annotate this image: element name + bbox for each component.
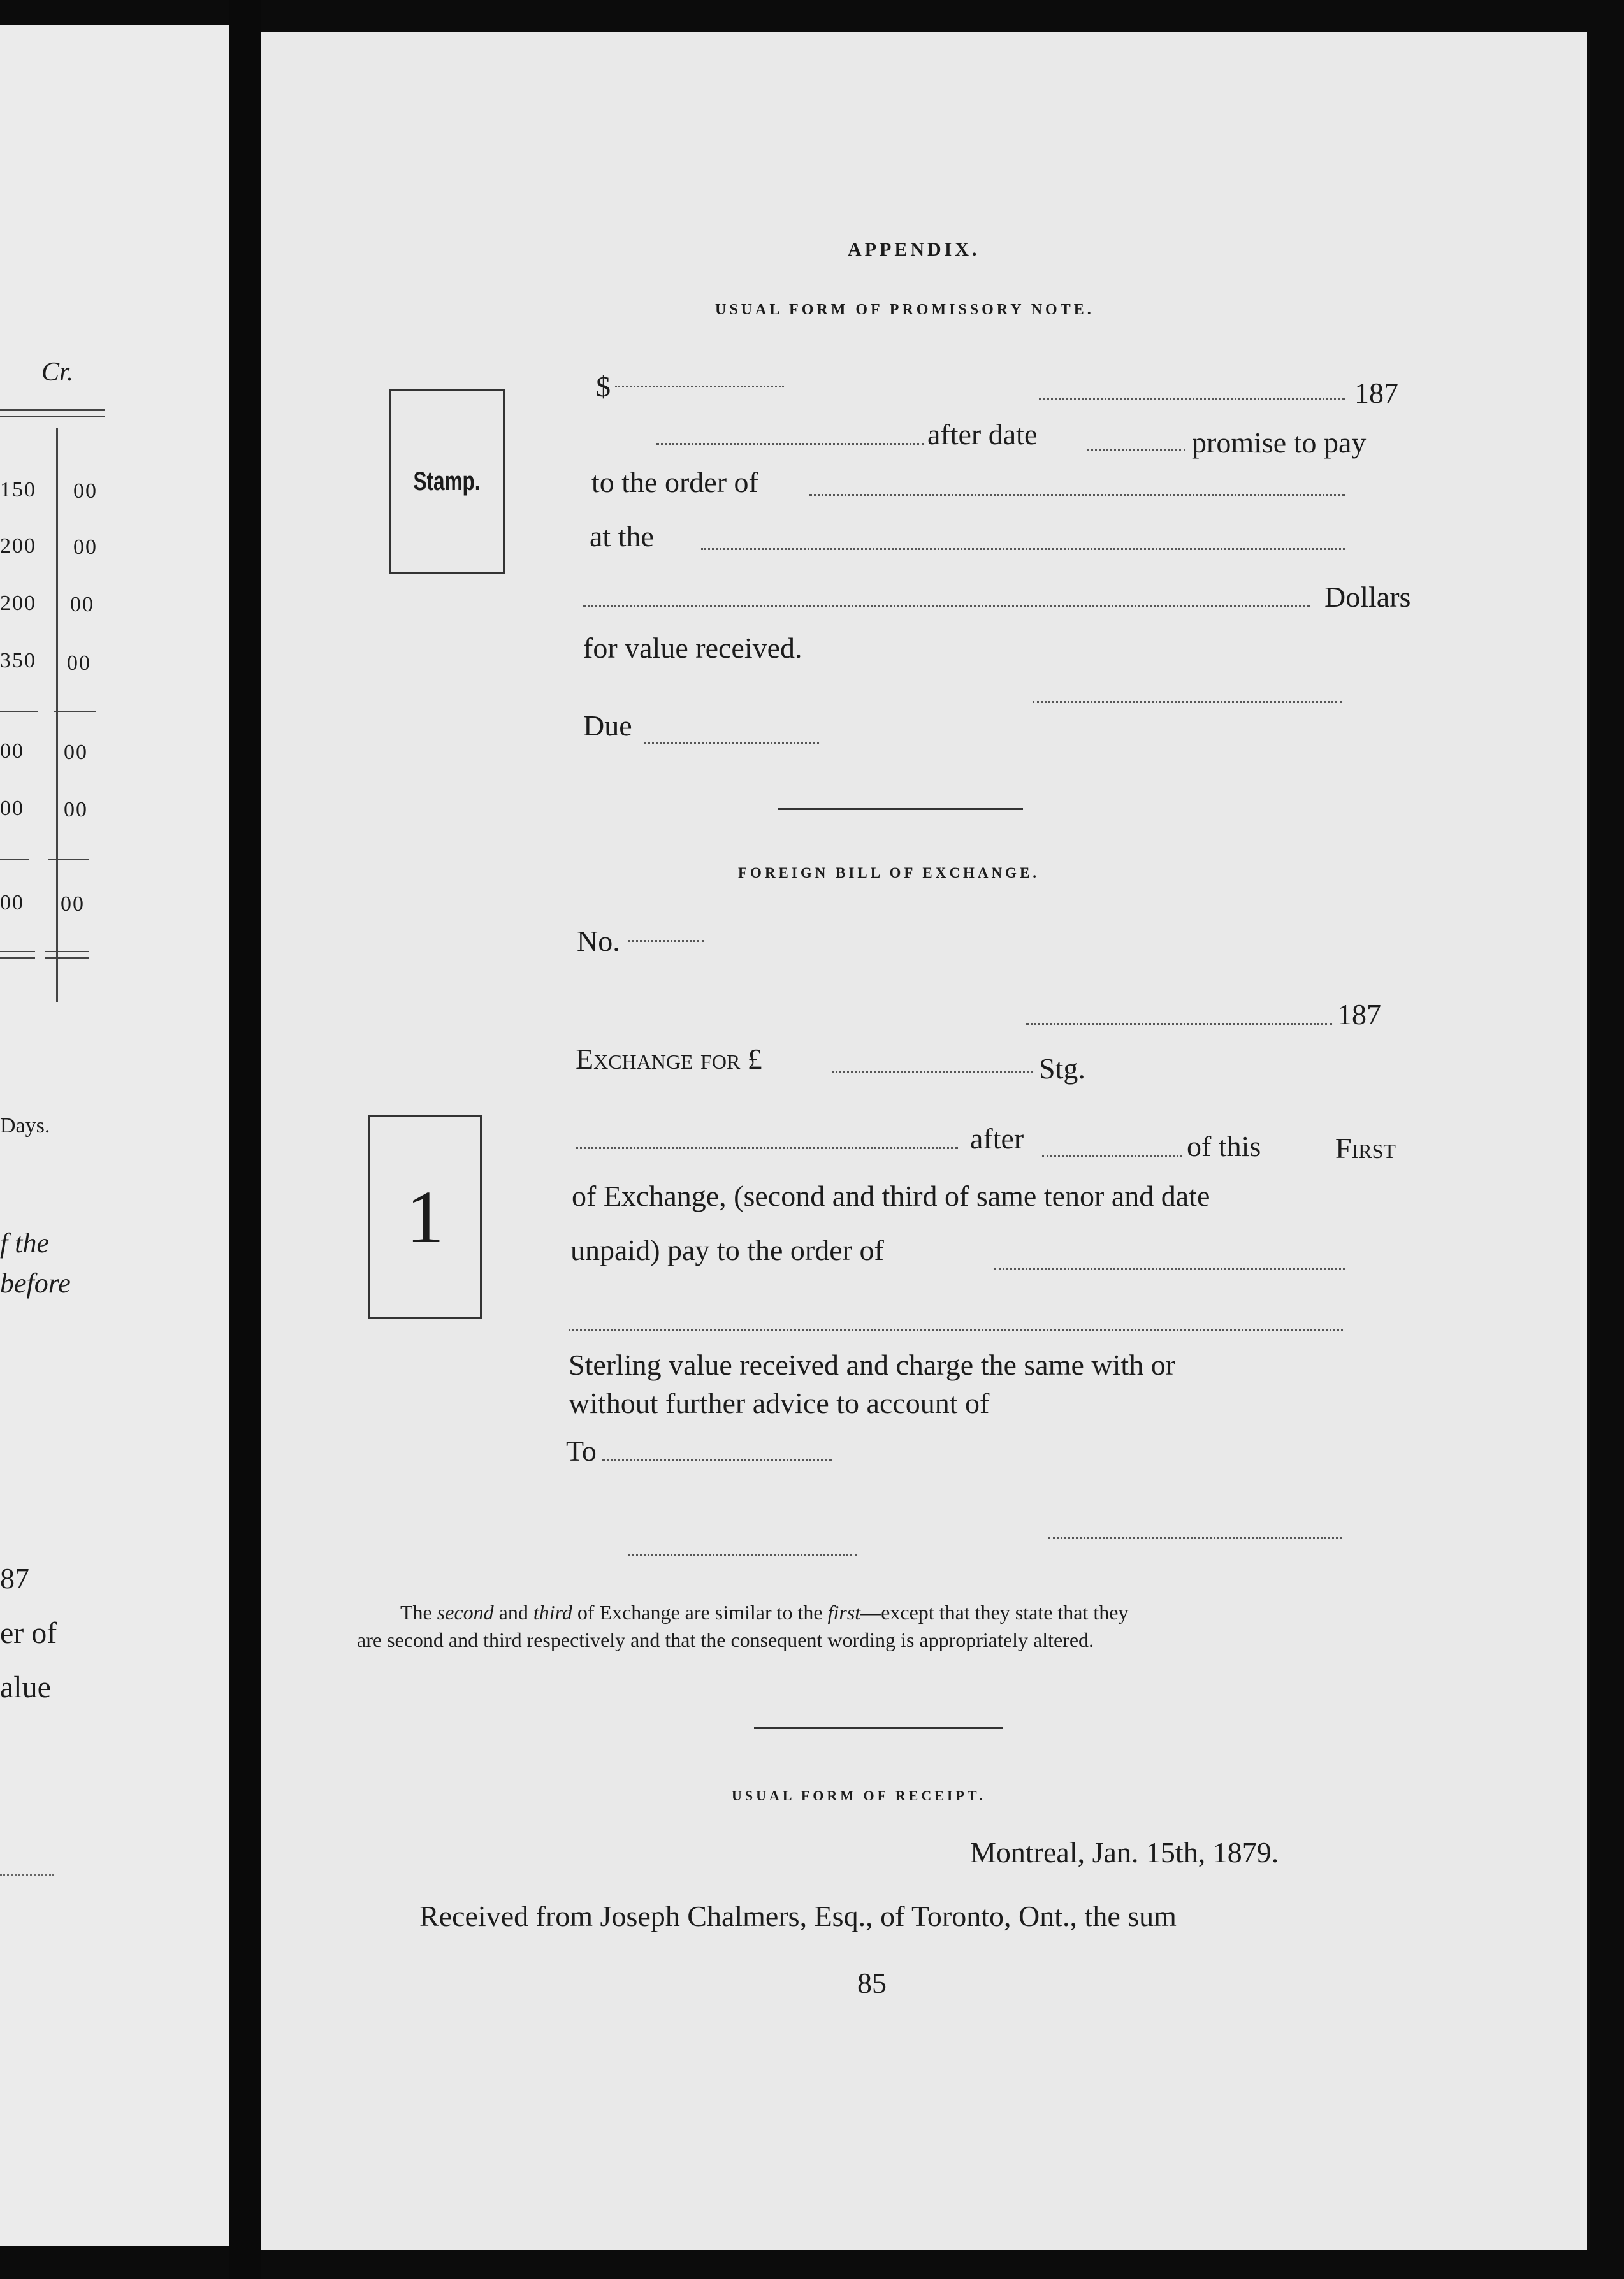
ledger-column-divider [56,428,58,1002]
year-label: 187 [1337,998,1381,1031]
amount-cents: 00 [61,892,85,916]
amount-dollars: 350 [0,649,36,672]
subtotal-rule [0,859,29,860]
due-fill-line [644,742,819,744]
body-line: unpaid) pay to the order of [570,1234,884,1266]
to-label: To [566,1435,597,1467]
number-fill-line [628,940,704,942]
total-rule [0,957,35,959]
term-fill-line [656,443,924,445]
subtotal-rule [0,711,38,712]
drawee-address-fill-line [628,1554,857,1556]
subtotal-rule [54,711,96,712]
place-fill-line [701,548,1345,550]
promise-to-pay-label: promise to pay [1192,426,1367,459]
payee-fill-line-2 [569,1329,1343,1331]
amount-dollars: 200 [0,591,36,615]
payee-fill-line [994,1268,1345,1270]
left-facing-page [0,25,229,2246]
footnote-line-2: are second and third respectively and that the consequent wording is appropriately altered. [357,1628,1094,1651]
stamp-box [389,389,505,574]
credit-column-header: Cr. [41,358,74,387]
dollars-label: Dollars [1324,581,1411,613]
total-rule [0,951,35,952]
after-date-label: after date [927,418,1038,451]
days-label: Days. [0,1114,50,1138]
after-label: after [970,1122,1024,1155]
amount-dollars: 200 [0,534,36,558]
page-title: APPENDIX. [848,239,980,260]
ledger-rule [0,409,105,411]
amount-dollars: 00 [0,891,24,915]
amount-cents: 00 [64,741,88,764]
receipt-place-date: Montreal, Jan. 15th, 1879. [970,1836,1279,1869]
ledger-rule [0,416,105,417]
drawee-fill-line [602,1459,832,1461]
total-rule [45,951,89,952]
payee-fill-line [809,494,1345,496]
text-fragment: before [0,1268,71,1299]
receipt-body-line: Received from Joseph Chalmers, Esq., of Toronto, Ont., the sum [419,1900,1177,1932]
text-fragment: alue [0,1670,51,1704]
amount-dollars: 00 [0,797,24,820]
section-divider [778,808,1023,810]
amount-cents: 00 [64,798,88,821]
number-label: No. [577,925,620,957]
term-fill-line [576,1147,958,1149]
of-this-label: of this [1187,1130,1261,1162]
amount-cents: 00 [67,651,91,675]
due-label: Due [583,709,632,742]
dollar-sign: $ [596,370,611,403]
exchange-for-label: Exchange for £ [576,1043,762,1075]
section-heading: FOREIGN BILL OF EXCHANGE. [738,865,1040,881]
footnote-line-1: The second and third of Exchange are similar to the first—except that they state that they [400,1601,1129,1624]
first-label: First [1335,1132,1396,1164]
book-gutter [229,0,261,2279]
page-number: 85 [857,1967,887,1999]
body-line: Sterling value received and charge the same with or [569,1349,1176,1381]
sterling-amount-fill-line [832,1071,1033,1073]
text-fragment: 87 [0,1562,29,1595]
date-fill-line [1026,1023,1332,1025]
subtotal-rule [48,859,89,860]
section-divider [754,1727,1003,1729]
value-received-label: for value received. [583,632,802,664]
section-heading: USUAL FORM OF PROMISSORY NOTE. [715,301,1094,318]
total-rule [45,957,89,959]
amount-words-fill-line [583,605,1310,607]
body-line: without further advice to account of [569,1387,990,1419]
bill-number: 1 [406,1175,444,1259]
drawer-signature-fill-line [1048,1537,1342,1539]
date-fill-line [1039,398,1345,400]
bill-number-box [368,1115,482,1319]
fill-in-line [0,1874,54,1876]
amount-cents: 00 [70,593,94,616]
amount-dollars: 150 [0,478,36,502]
amount-cents: 00 [73,479,98,503]
body-line: of Exchange, (second and third of same tenor and date [572,1180,1210,1212]
amount-dollars: 00 [0,739,24,763]
at-the-label: at the [590,520,654,553]
appendix-page [261,32,1587,2250]
section-heading: USUAL FORM OF RECEIPT. [732,1788,986,1804]
signature-fill-line [1033,701,1342,703]
stamp-label: Stamp. [413,466,481,496]
year-label: 187 [1354,377,1398,409]
text-fragment: er of [0,1616,57,1650]
promisor-fill-line [1087,449,1185,451]
amount-cents: 00 [73,535,98,559]
order-of-label: to the order of [591,466,758,498]
stg-label: Stg. [1039,1052,1085,1085]
amount-fill-line [615,386,784,387]
text-fragment: f the [0,1227,49,1259]
sight-fill-line [1042,1155,1182,1157]
